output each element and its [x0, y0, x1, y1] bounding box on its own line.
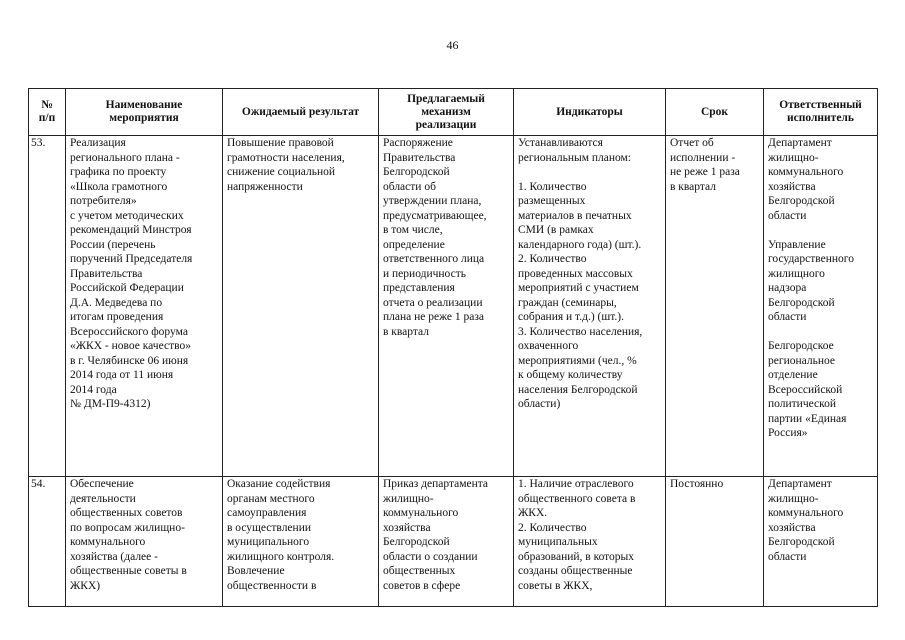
header-mechanism: Предлагаемый механизм реализации [379, 89, 514, 136]
row-result: Повышение правовой грамотности населения, снижение социальной напряженности [223, 136, 379, 477]
row-result: Оказание содействия органам местного самоуправления в осуществлении муниципального жилищного контроля. Вовлечение общественности в [223, 477, 379, 607]
header-result: Ожидаемый результат [223, 89, 379, 136]
plan-table [28, 88, 878, 607]
row-mechanism: Распоряжение Правительства Белгородской области об утверждении плана, предусматривающее, в том числе, определение ответственного лица и периодичность представления отчета о реализации плана не реже 1 раза в квартал [379, 136, 514, 477]
row-indicators: 1. Наличие отраслевого общественного совета в ЖКХ. 2. Количество муниципальных образований, в которых созданы общественные советы в ЖКХ, [514, 477, 666, 607]
row-term: Отчет об исполнении - не реже 1 раза в квартал [666, 136, 764, 477]
row-num: 53. [29, 136, 66, 477]
table-row [29, 136, 878, 477]
row-executor: Департамент жилищно- коммунального хозяйства Белгородской области Управление государственного жилищного надзора Белгородской области Белгородское региональное отделение Всероссийской политической партии «Единая Россия» [764, 136, 878, 477]
row-indicators: Устанавливаются региональным планом: 1. Количество размещенных материалов в печатных СМИ (в рамках календарного года) (шт.). 2. Количество проведенных массовых мероприятий с участием граждан (семинары, собрания и т.д.) (шт.). 3. Количество населения, охваченного мероприятиями (чел., % к общему количеству населения Белгородской области) [514, 136, 666, 477]
row-num: 54. [29, 477, 66, 607]
header-num: № п/п [29, 89, 66, 136]
row-executor: Департамент жилищно- коммунального хозяйства Белгородской области [764, 477, 878, 607]
row-name: Обеспечение деятельности общественных советов по вопросам жилищно- коммунального хозяйства (далее - общественные советы в ЖКХ) [66, 477, 223, 607]
header-indicators: Индикаторы [514, 89, 666, 136]
page-number: 46 [446, 38, 459, 52]
header-row [29, 89, 878, 136]
header-term: Срок [666, 89, 764, 136]
row-name: Реализация регионального плана - графика по проекту «Школа грамотного потребителя» с учетом методических рекомендаций Минстроя России (перечень поручений Председателя Правительства Российской Федерации Д.А. Медведева по итогам проведения Всероссийского форума «ЖКХ - новое качество» в г. Челябинске 06 июня 2014 года от 11 июня 2014 года № ДМ-П9-4312) [66, 136, 223, 477]
table-row [29, 477, 878, 607]
header-name: Наименование мероприятия [66, 89, 223, 136]
row-mechanism: Приказ департамента жилищно- коммунального хозяйства Белгородской области о создании общественных советов в сфере [379, 477, 514, 607]
row-term: Постоянно [666, 477, 764, 607]
header-executor: Ответственный исполнитель [764, 89, 878, 136]
